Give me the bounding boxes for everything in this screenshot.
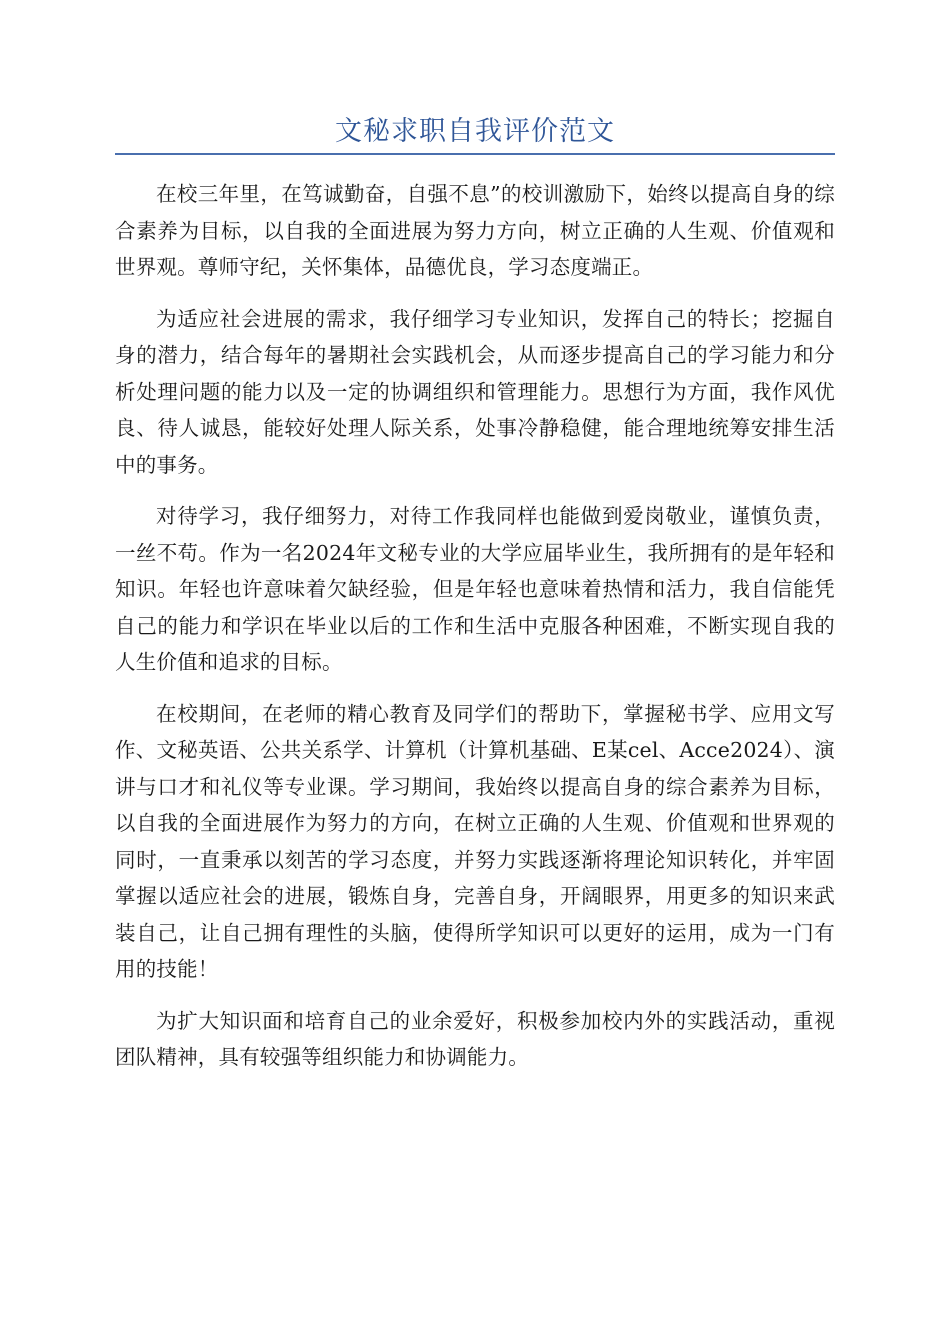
- paragraph: 对待学习，我仔细努力，对待工作我同样也能做到爱岗敬业，谨慎负责，一丝不苟。作为一名2024年文秘专业的大学应届毕业生，我所拥有的是年轻和知识。年轻也许意味着欠缺经验，但是年轻也意味着热情和活力，我自信能凭自己的能力和学识在毕业以后的工作和生活中克服各种困难，不断实现自我的人生价值和追求的目标。: [115, 504, 835, 674]
- paragraph: 在校三年里，在笃诚勤奋，自强不息”的校训激励下，始终以提高自身的综合素养为目标，以自我的全面进展为努力方向，树立正确的人生观、价值观和世界观。尊师守纪，关怀集体，品德优良，学习态度端正。: [115, 182, 835, 279]
- paragraph: 在校期间，在老师的精心教育及同学们的帮助下，掌握秘书学、应用文写作、文秘英语、公共关系学、计算机（计算机基础、E某cel、Acce2024）、演讲与口才和礼仪等专业课。学习期间，我始终以提高自身的综合素养为目标，以自我的全面进展作为努力的方向，在树立正确的人生观、价值观和世界观的同时，一直秉承以刻苦的学习态度，并努力实践逐渐将理论知识转化，并牢固掌握以适应社会的进展，锻炼自身，完善自身，开阔眼界，用更多的知识来武装自己，让自己拥有理性的头脑，使得所学知识可以更好的运用，成为一门有用的技能！: [115, 701, 835, 981]
- title-underline: [115, 153, 835, 155]
- paragraph: 为扩大知识面和培育自己的业余爱好，积极参加校内外的实践活动，重视团队精神，具有较强等组织能力和协调能力。: [115, 1008, 835, 1069]
- paragraph: 为适应社会进展的需求，我仔细学习专业知识，发挥自己的特长；挖掘自身的潜力，结合每年的暑期社会实践机会，从而逐步提高自己的学习能力和分析处理问题的能力以及一定的协调组织和管理能力。思想行为方面，我作风优良、待人诚恳，能较好处理人际关系，处事冷静稳健，能合理地统筹安排生活中的事务。: [115, 306, 835, 477]
- document-body: [115, 176, 835, 1091]
- document-title: 文秘求职自我评价范文: [335, 116, 615, 147]
